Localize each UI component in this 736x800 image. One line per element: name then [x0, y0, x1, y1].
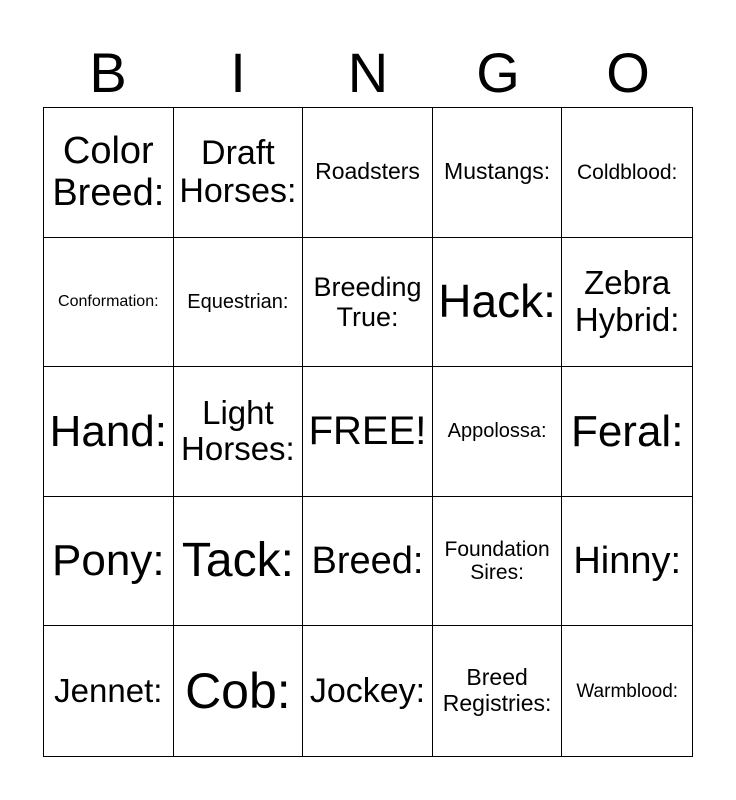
bingo-header [43, 38, 693, 108]
cell-label: Hinny: [573, 539, 682, 582]
cell-label: Draft Horses: [179, 134, 297, 211]
bingo-cell[interactable] [174, 238, 304, 368]
bingo-cell[interactable] [562, 626, 692, 756]
bingo-cell[interactable] [44, 626, 174, 756]
cell-label: Mustangs: [444, 158, 551, 185]
cell-label: Roadsters [315, 158, 420, 185]
bingo-cell[interactable] [433, 626, 563, 756]
cell-label: Hand: [49, 406, 167, 456]
cell-label: Equestrian: [187, 290, 289, 313]
header-letter-g: G [476, 41, 520, 104]
bingo-cell[interactable] [303, 108, 433, 238]
cell-label: Pony: [52, 536, 165, 586]
bingo-cell[interactable] [562, 238, 692, 368]
bingo-cell[interactable] [562, 367, 692, 497]
cell-label: Breed: [311, 539, 424, 582]
header-letter-b: B [89, 41, 127, 104]
cell-label: Coldblood: [576, 160, 678, 184]
bingo-cell[interactable] [562, 108, 692, 238]
bingo-cell[interactable] [303, 497, 433, 627]
header-letter-i: I [230, 41, 246, 104]
bingo-cell[interactable] [174, 497, 304, 627]
header-letter-n: N [347, 41, 389, 104]
bingo-cell[interactable] [433, 108, 563, 238]
bingo-cell[interactable] [44, 108, 174, 238]
bingo-board [43, 107, 693, 757]
cell-label: Jockey: [309, 672, 426, 711]
cell-label: Warmblood: [576, 680, 679, 702]
bingo-cell[interactable] [433, 367, 563, 497]
cell-label: Color Breed: [52, 129, 165, 215]
free-space-cell[interactable] [303, 367, 433, 497]
free-space-label: FREE! [308, 409, 427, 454]
cell-label: Cob: [185, 663, 291, 720]
cell-label: Breeding True: [313, 271, 422, 332]
bingo-cell[interactable] [44, 367, 174, 497]
bingo-cell[interactable] [44, 497, 174, 627]
cell-label: Tack: [181, 534, 294, 588]
bingo-cell[interactable] [562, 497, 692, 627]
bingo-cell[interactable] [174, 108, 304, 238]
cell-label: Light Horses: [181, 393, 295, 468]
bingo-cell[interactable] [433, 238, 563, 368]
cell-label: Jennet: [54, 671, 163, 709]
cell-label: Feral: [570, 406, 684, 456]
bingo-cell[interactable] [303, 238, 433, 368]
bingo-cell[interactable] [303, 626, 433, 756]
cell-label: Appolossa: [447, 420, 547, 443]
cell-label: Zebra Hybrid: [574, 263, 680, 338]
bingo-cell[interactable] [44, 238, 174, 368]
header-letter-o: O [606, 41, 650, 104]
bingo-cell[interactable] [174, 367, 304, 497]
cell-label: Conformation: [58, 292, 159, 310]
bingo-cell[interactable] [433, 497, 563, 627]
cell-label: Breed Registries: [442, 664, 552, 717]
bingo-cell[interactable] [174, 626, 304, 756]
cell-label: Foundation Sires: [444, 537, 550, 585]
cell-label: Hack: [438, 275, 556, 328]
